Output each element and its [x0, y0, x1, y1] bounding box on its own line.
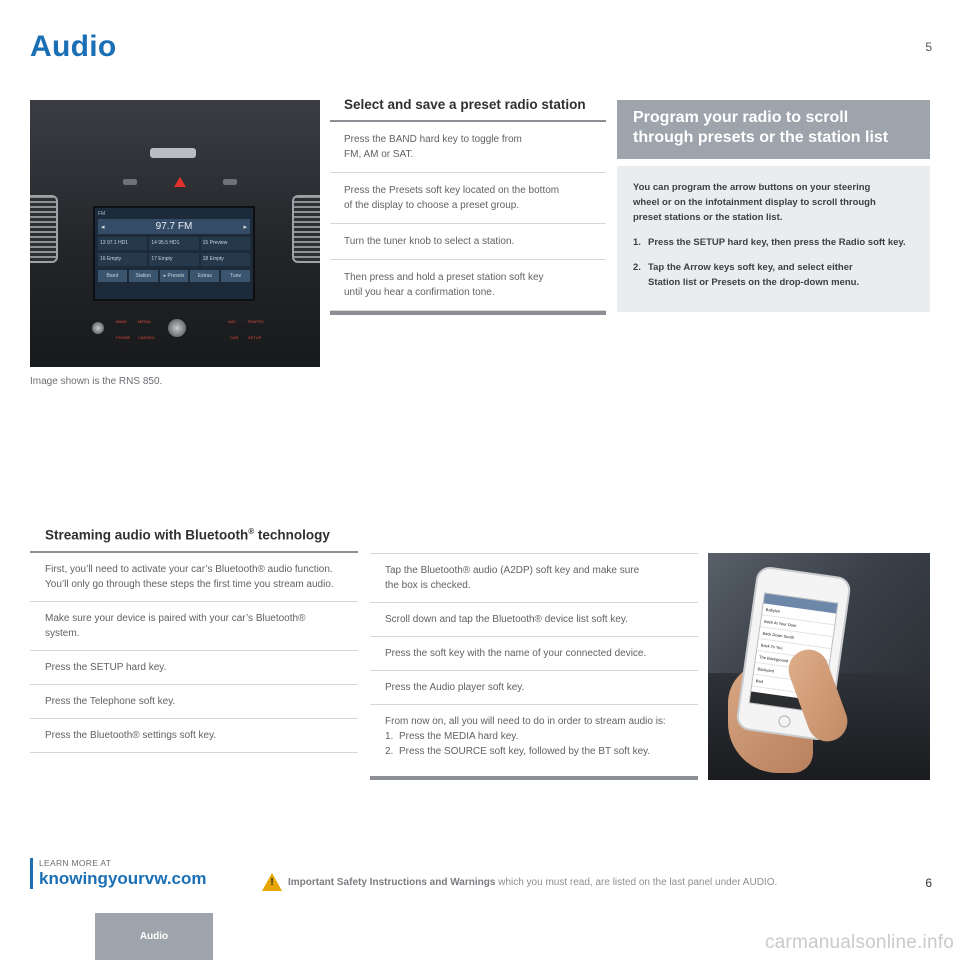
- phone-in-hand-photo: [708, 553, 930, 780]
- page-number-bottom: 6: [925, 876, 932, 890]
- learn-more-label: LEARN MORE AT: [39, 858, 112, 868]
- screen-preset: 14 95.5 HD1: [149, 237, 198, 250]
- screen-preset: 17 Empty: [149, 253, 198, 266]
- select-save-step: [330, 260, 606, 311]
- streaming-heading-suffix: technology: [254, 527, 330, 543]
- hazard-warning-icon: [174, 177, 186, 187]
- volume-knob: [92, 322, 104, 334]
- website-link[interactable]: knowingyourvw.com: [39, 869, 207, 888]
- arrow-left-icon: ◂: [101, 223, 105, 231]
- step-line: system.: [45, 628, 80, 639]
- step-line: From now on, all you will need to do in order to stream audio is:: [385, 716, 666, 727]
- screen-preset: 13 97.1 HD1: [98, 237, 147, 250]
- step-line: Make sure your device is paired with your car’s Bluetooth®: [45, 613, 306, 624]
- hardkey-label: CAR: [230, 335, 239, 340]
- item-line: Press the SETUP hard key, then press the Radio soft key.: [648, 237, 906, 248]
- streaming-step: [30, 685, 358, 719]
- screen-frequency: 97.7 FM: [155, 221, 193, 232]
- learn-more-block: [30, 858, 207, 889]
- phone-list-row: Backyard: [754, 663, 828, 685]
- screen-preset: 16 Empty: [98, 253, 147, 266]
- screen-band-label: FM: [98, 211, 106, 217]
- streaming-step: [30, 553, 358, 602]
- step-line: FM, AM or SAT.: [344, 149, 414, 160]
- program-list-item: [633, 260, 914, 290]
- screen-softkey: Band: [98, 270, 127, 282]
- program-title-line: through presets or the station list: [633, 129, 889, 146]
- step-line: Press the Presets soft key located on the bottom: [344, 185, 560, 196]
- phone-list-row: Bad: [752, 675, 826, 697]
- radio-head-unit-photo: [30, 100, 320, 367]
- step-line: until you hear a confirmation tone.: [344, 287, 495, 298]
- hardkey-label: NAV: [228, 319, 236, 324]
- screen-softkey: Tune: [221, 270, 250, 282]
- item-line: Station list or Presets on the drop-down menu.: [648, 277, 860, 288]
- step-line: Press the Telephone soft key.: [45, 696, 176, 707]
- item-text: Press the SOURCE soft key, followed by the BT soft key.: [399, 746, 651, 757]
- step-line: the box is checked.: [385, 580, 471, 591]
- tuner-knob: [168, 319, 186, 337]
- streaming-steps-right: [370, 553, 698, 768]
- page-title: Audio: [30, 30, 117, 63]
- streaming-step: [370, 637, 698, 671]
- streaming-step: [30, 602, 358, 651]
- hardkey-label: SETUP: [248, 335, 262, 340]
- warning-text: [288, 877, 777, 888]
- dash-key: [223, 179, 237, 185]
- watermark: carmanualsonline.info: [764, 932, 954, 953]
- safety-warning: [262, 873, 777, 891]
- step-line: Turn the tuner knob to select a station.: [344, 236, 515, 247]
- screen-softkey: ▸ Presets: [160, 270, 189, 282]
- screen-preset: 18 Empty: [201, 253, 250, 266]
- screen-softkey: Station: [129, 270, 158, 282]
- warning-bold: Important Safety Instructions and Warnings: [288, 876, 496, 888]
- streaming-step: [370, 554, 698, 603]
- section-tab-audio[interactable]: Audio: [95, 913, 213, 960]
- step-line: Press the BAND hard key to toggle from: [344, 134, 522, 145]
- program-body-panel: [617, 166, 930, 312]
- phone-home-button: [778, 715, 792, 729]
- step-line: Tap the Bluetooth® audio (A2DP) soft key and make sure: [385, 565, 640, 576]
- item-text: Press the MEDIA hard key.: [399, 731, 519, 742]
- step-line: You’ll only go through these steps the first time you stream audio.: [45, 579, 334, 590]
- item-number: 2.: [633, 262, 641, 273]
- sub-list-item: [385, 744, 683, 759]
- air-vent-left: [30, 195, 58, 263]
- select-save-step: [330, 173, 606, 224]
- item-number: 2.: [385, 746, 394, 757]
- radio-hardkeys: [110, 313, 265, 353]
- dash-key: [123, 179, 137, 185]
- step-line: Press the Audio player soft key.: [385, 682, 525, 693]
- screen-preset: 15 Preview: [201, 237, 250, 250]
- streaming-heading: [45, 527, 330, 543]
- streaming-steps-left: [30, 551, 358, 753]
- step-line: Press the SETUP hard key.: [45, 662, 167, 673]
- step-line: of the display to choose a preset group.: [344, 200, 520, 211]
- step-line: Then press and hold a preset station soft key: [344, 272, 544, 283]
- phone-list-row: Babylon: [762, 603, 836, 625]
- program-intro-line: preset stations or the station list.: [633, 212, 783, 223]
- hardkey-label: CARDEX: [138, 335, 155, 340]
- section-end-rule: [370, 776, 698, 780]
- photo-caption: Image shown is the RNS 850.: [30, 376, 163, 387]
- warning-rest: which you must read, are listed on the last panel under AUDIO.: [495, 876, 778, 888]
- streaming-step: [30, 651, 358, 685]
- select-save-heading: Select and save a preset radio station: [330, 96, 606, 122]
- storage-latch: [150, 148, 196, 158]
- screen-softkeys: [98, 270, 250, 282]
- phone-list-row: Back To You: [757, 639, 831, 661]
- step-line: Press the Bluetooth® settings soft key.: [45, 730, 217, 741]
- preset-row-2: [98, 253, 250, 266]
- hardkey-label: TRAFFIC: [247, 319, 264, 324]
- step-line: Scroll down and tap the Bluetooth® device list soft key.: [385, 614, 628, 625]
- sub-list-item: [385, 729, 683, 744]
- warning-triangle-icon: !: [262, 873, 282, 891]
- arrow-right-icon: ▸: [243, 223, 247, 231]
- step-line: Press the soft key with the name of your connected device.: [385, 648, 647, 659]
- streaming-final-step: [370, 705, 698, 768]
- hardkey-label: MEDIA: [138, 319, 151, 324]
- select-save-step: [330, 224, 606, 260]
- streaming-heading-text: Streaming audio with Bluetooth: [45, 527, 249, 543]
- frequency-bar: [98, 219, 250, 234]
- select-save-section: [330, 96, 606, 315]
- phone-list-row: The Background: [755, 651, 829, 673]
- program-title-line: Program your radio to scroll: [633, 109, 849, 126]
- hardkey-label: BAND: [116, 319, 128, 324]
- screen-softkey: Extras: [190, 270, 219, 282]
- item-number: 1.: [633, 237, 641, 248]
- item-number: 1.: [385, 731, 394, 742]
- registered-mark: ®: [248, 527, 255, 536]
- preset-row-1: [98, 237, 250, 250]
- phone-list-row: Back At Your Door: [760, 615, 834, 637]
- program-list-item: [633, 235, 914, 250]
- program-title-panel: [617, 100, 930, 159]
- program-intro-line: You can program the arrow buttons on your steering: [633, 182, 871, 193]
- streaming-step: [370, 671, 698, 705]
- step-line: First, you’ll need to activate your car’s Bluetooth® audio function.: [45, 564, 333, 575]
- air-vent-right: [292, 195, 320, 263]
- streaming-step: [30, 719, 358, 753]
- select-save-step: [330, 122, 606, 173]
- item-line: Tap the Arrow keys soft key, and select either: [648, 262, 853, 273]
- phone-list-row: Back Down South: [759, 627, 833, 649]
- program-intro-line: wheel or on the infotainment display to scroll through: [633, 197, 876, 208]
- page-number-top: 5: [925, 40, 932, 54]
- section-end-rule: [330, 311, 606, 315]
- hardkey-label: PHONE: [116, 335, 131, 340]
- infotainment-screen: [93, 206, 255, 301]
- hazard-switch-row: [105, 174, 255, 190]
- streaming-step: [370, 603, 698, 637]
